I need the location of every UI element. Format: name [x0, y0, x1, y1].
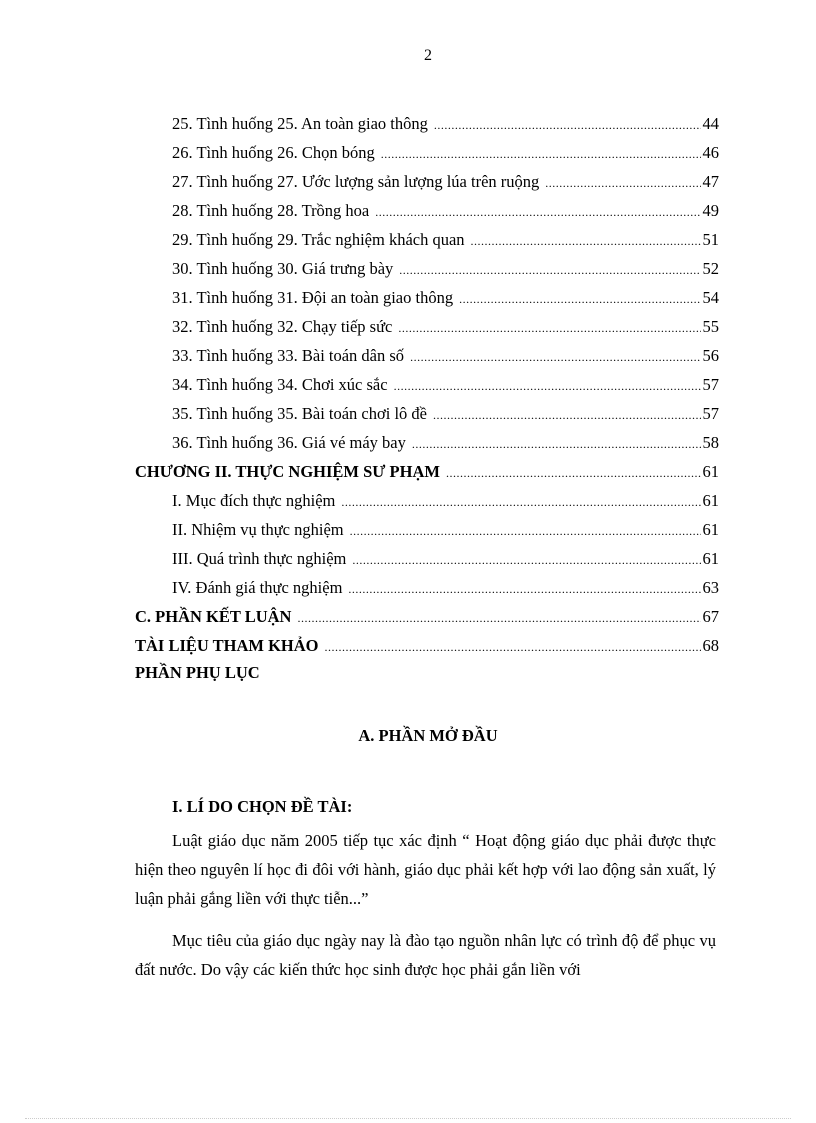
toc-entry [172, 344, 719, 368]
toc-entry-label: III. Quá trình thực nghiệm [172, 549, 347, 568]
toc-entry-label: 34. Tình huống 34. Chơi xúc sắc [172, 375, 388, 394]
toc-leader-dots [398, 316, 700, 340]
toc-entry-page: 51 [702, 230, 719, 249]
toc-entry-label: TÀI LIỆU THAM KHẢO [135, 636, 319, 655]
toc-entry [172, 199, 719, 223]
toc-entry-label: 29. Tình huống 29. Trắc nghiệm khách quan [172, 230, 465, 249]
toc-entry [172, 112, 719, 136]
toc-entry-page: 58 [702, 433, 719, 452]
toc-entry [172, 141, 719, 165]
toc-entry [172, 286, 719, 310]
toc-entry-page: 61 [702, 520, 719, 539]
page-number: 2 [424, 47, 432, 64]
toc-leader-dots [341, 490, 700, 514]
toc-entry-page: 49 [702, 201, 719, 220]
toc-entry-page: 52 [702, 259, 719, 278]
toc-entry-label: IV. Đánh giá thực nghiệm [172, 578, 343, 597]
toc-entry-page: 57 [702, 404, 719, 423]
toc-entry [172, 257, 719, 281]
toc-entry-page: 61 [702, 491, 719, 510]
toc-leader-dots [459, 287, 700, 311]
appendix-heading: PHẦN PHỤ LỤC [135, 663, 260, 682]
toc-entry-page: 44 [702, 114, 719, 133]
toc-leader-dots [545, 171, 700, 195]
toc-entry [172, 373, 719, 397]
subsection-title: I. LÍ DO CHỌN ĐỀ TÀI: [172, 797, 353, 816]
toc-entry [172, 228, 719, 252]
toc-entry-label: 32. Tình huống 32. Chạy tiếp sức [172, 317, 393, 336]
toc-entry-label: 31. Tình huống 31. Đội an toàn giao thông [172, 288, 454, 307]
toc-entry-page: 46 [702, 143, 719, 162]
toc-entry [135, 634, 719, 658]
toc-entry [172, 315, 719, 339]
toc-entry-label: 33. Tình huống 33. Bài toán dân số [172, 346, 405, 365]
toc-entry [172, 402, 719, 426]
toc-entry-label: 30. Tình huống 30. Giá trưng bày [172, 259, 394, 278]
toc-entry-page: 47 [702, 172, 719, 191]
toc-entry-page: 63 [702, 578, 719, 597]
toc-entry-label: I. Mục đích thực nghiệm [172, 491, 336, 510]
toc-entry [172, 170, 719, 194]
toc-entry-label: 36. Tình huống 36. Giá vé máy bay [172, 433, 406, 452]
toc-entry-label: 27. Tình huống 27. Ước lượng sản lượng lúa trên ruộng [172, 172, 540, 191]
toc-leader-dots [471, 229, 701, 253]
toc-leader-dots [399, 258, 700, 282]
toc-leader-dots [381, 142, 701, 166]
toc-entry-page: 57 [702, 375, 719, 394]
toc-leader-dots [394, 374, 701, 398]
toc-entry-page: 68 [702, 636, 719, 655]
section-title: A. PHẦN MỞ ĐẦU [358, 726, 498, 745]
toc-entry-label: CHƯƠNG II. THỰC NGHIỆM SƯ PHẠM [135, 462, 440, 481]
toc-entry [172, 431, 719, 455]
toc-entry [172, 489, 719, 513]
toc-entry-label: C. PHẦN KẾT LUẬN [135, 607, 292, 626]
toc-leader-dots [325, 635, 701, 659]
toc-entry-page: 67 [702, 607, 719, 626]
toc-entry [135, 460, 719, 484]
toc-entry-label: 26. Tình huống 26. Chọn bóng [172, 143, 375, 162]
toc-entry [172, 547, 719, 571]
toc-entry-page: 56 [702, 346, 719, 365]
toc-leader-dots [352, 548, 700, 572]
toc-entry-page: 55 [702, 317, 719, 336]
toc-entry-label: 28. Tình huống 28. Trồng hoa [172, 201, 370, 220]
toc-entry [172, 518, 719, 542]
toc-entry [172, 576, 719, 600]
body-paragraph-2: Mục tiêu của giáo dục ngày nay là đào tạo nguồn nhân lực có trình độ để phục vụ đất nước. Do vậy các kiến thức học sinh được học phải gắn liền với [135, 931, 716, 979]
toc-leader-dots [410, 345, 700, 369]
toc-entry [135, 605, 719, 629]
toc-entry-page: 61 [702, 549, 719, 568]
page-bottom-border [25, 1118, 791, 1119]
toc-entry-label: 25. Tình huống 25. An toàn giao thông [172, 114, 428, 133]
toc-leader-dots [375, 200, 700, 224]
toc-entry-page: 61 [702, 462, 719, 481]
body-paragraph-1: Luật giáo dục năm 2005 tiếp tục xác định “ Hoạt động giáo dục phải được thực hiện theo nguyên lí học đi đôi với hành, giáo dục phải kết hợp với lao động sản xuất, lý luận phải gắng liền với thực tiễn...” [135, 831, 716, 908]
toc-leader-dots [350, 519, 701, 543]
toc-leader-dots [446, 461, 701, 485]
toc-leader-dots [433, 403, 701, 427]
toc-leader-dots [412, 432, 701, 456]
toc-entry-label: 35. Tình huống 35. Bài toán chơi lô đề [172, 404, 427, 423]
toc-leader-dots [434, 113, 701, 137]
toc-entry-page: 54 [702, 288, 719, 307]
toc-entry-label: II. Nhiệm vụ thực nghiệm [172, 520, 344, 539]
toc-leader-dots [297, 606, 700, 630]
toc-leader-dots [348, 577, 700, 601]
